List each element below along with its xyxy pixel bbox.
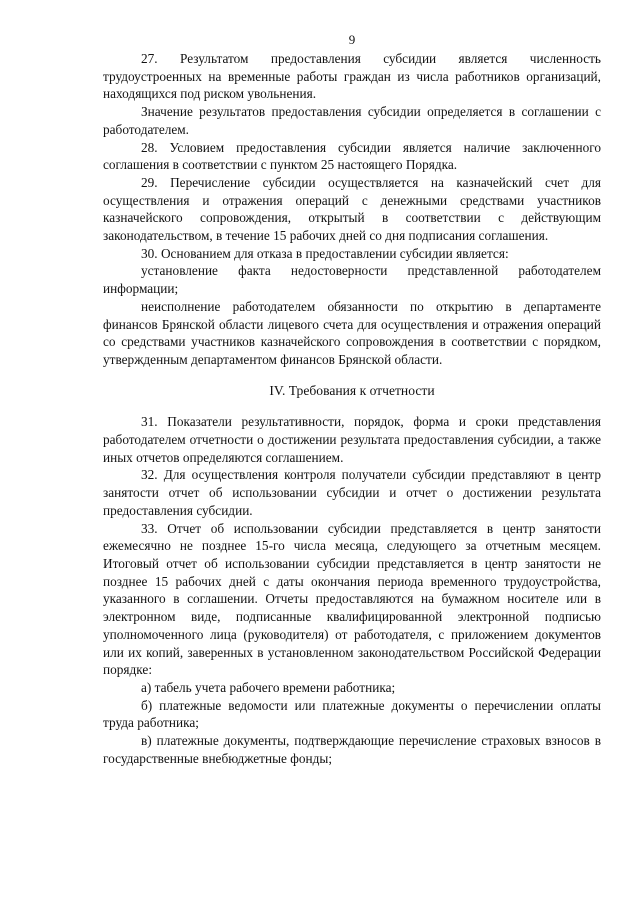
list-item-a: а) табель учета рабочего времени работника; bbox=[141, 679, 396, 695]
paragraph-27-result-value: Значение результатов предоставления субсидии определяется в соглашении с работодателем. bbox=[103, 104, 601, 137]
document-body bbox=[103, 50, 601, 767]
list-item-b: б) платежные ведомости или платежные документы о перечислении оплаты труда работника; bbox=[103, 697, 601, 731]
list-item-v: в) платежные документы, подтверждающие перечисление страховых взносов в государственные внебюджетные фонды; bbox=[103, 733, 601, 766]
paragraph-30-item-1: установление факта недостоверности представленной работодателем информации; bbox=[103, 263, 601, 297]
paragraph-30-item-2: неисполнение работодателем обязанности по открытию в департаменте финансов Брянской области лицевого счета для осуществления и отражения операций со средствами участников казначейского сопровождения в соответствии с порядком, утвержденным департаментом финансов Брянской области. bbox=[103, 298, 601, 367]
paragraph-32: 32. Для осуществления контроля получатели субсидии представляют в центр занятости отчет об использовании субсидии и отчет о достижении результата предоставления субсидии. bbox=[103, 467, 601, 518]
paragraph-29: 29. Перечисление субсидии осуществляется на казначейский счет для осуществления и отражения операций с денежными средствами участников казначейского сопровождения, открытый в соответствии с действующим законодательством, в течение 15 рабочих дней со дня подписания соглашения. bbox=[103, 174, 601, 244]
section-heading-iv: IV. Требования к отчетности bbox=[269, 382, 435, 398]
paragraph-27: 27. Результатом предоставления субсидии является численность трудоустроенных на временные работы граждан из числа работников организаций, находящихся под риском увольнения. bbox=[103, 51, 601, 102]
page-number: 9 bbox=[348, 32, 356, 47]
document-page bbox=[103, 0, 601, 905]
paragraph-28: 28. Условием предоставления субсидии является наличие заключенного соглашения в соответствии с пунктом 25 настоящего Порядка. bbox=[103, 139, 601, 173]
paragraph-30: 30. Основанием для отказа в предоставлении субсидии является: bbox=[141, 245, 509, 261]
paragraph-33: 33. Отчет об использовании субсидии представляется в центр занятости ежемесячно не позднее 15-го числа месяца, следующего за отчетным месяцем. Итоговый отчет об использовании субсидии представляется в центр занятости не позднее 15 рабочих дней с даты окончания периода временного трудоустройства, указанного в соглашении. Отчеты предоставляются на бумажном носителе или в электронном виде, подписанные квалифицированной электронной подписью уполномоченного лица (руководителя) от работодателя, с приложением документов или их копий, заверенных в установленном законодательством Российской Федерации порядке: bbox=[103, 520, 601, 678]
paragraph-31: 31. Показатели результативности, порядок, форма и сроки представления работодателем отчетности о достижении результата предоставления субсидии, а также иных отчетов определяются соглашением. bbox=[103, 414, 601, 465]
